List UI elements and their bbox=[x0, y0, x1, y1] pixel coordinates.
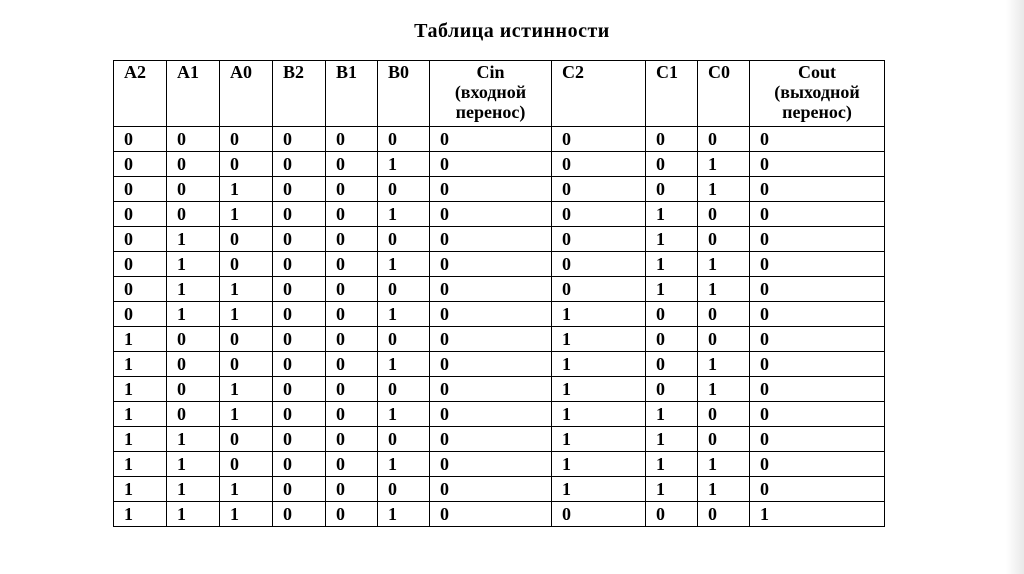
table-cell: 1 bbox=[378, 452, 430, 477]
table-cell: 0 bbox=[698, 302, 750, 327]
table-cell: 0 bbox=[750, 377, 885, 402]
table-cell: 1 bbox=[552, 477, 646, 502]
table-cell: 0 bbox=[750, 227, 885, 252]
table-cell: 0 bbox=[430, 327, 552, 352]
table-cell: 0 bbox=[114, 152, 167, 177]
table-cell: 0 bbox=[326, 427, 378, 452]
table-cell: 1 bbox=[378, 502, 430, 527]
table-cell: 1 bbox=[220, 502, 273, 527]
table-cell: 0 bbox=[114, 302, 167, 327]
table-cell: 1 bbox=[378, 202, 430, 227]
column-header-line: C0 bbox=[708, 62, 730, 82]
table-cell: 1 bbox=[552, 352, 646, 377]
column-header bbox=[698, 61, 750, 127]
table-cell: 1 bbox=[552, 427, 646, 452]
table-cell: 0 bbox=[326, 252, 378, 277]
truth-table bbox=[113, 60, 885, 527]
column-header bbox=[273, 61, 326, 127]
table-cell: 0 bbox=[273, 452, 326, 477]
table-cell: 0 bbox=[273, 277, 326, 302]
table-cell: 0 bbox=[220, 152, 273, 177]
table-cell: 0 bbox=[750, 252, 885, 277]
table-cell: 1 bbox=[114, 502, 167, 527]
table-cell: 0 bbox=[326, 477, 378, 502]
table-cell: 1 bbox=[220, 377, 273, 402]
table-cell: 0 bbox=[750, 402, 885, 427]
column-header-line: A1 bbox=[177, 62, 199, 82]
column-header bbox=[430, 61, 552, 127]
table-cell: 0 bbox=[750, 152, 885, 177]
table-cell: 0 bbox=[430, 452, 552, 477]
table-cell: 1 bbox=[552, 302, 646, 327]
table-cell: 0 bbox=[552, 177, 646, 202]
table-cell: 0 bbox=[326, 277, 378, 302]
column-header-line: B1 bbox=[336, 62, 358, 82]
table-cell: 1 bbox=[646, 477, 698, 502]
table-cell: 0 bbox=[430, 377, 552, 402]
table-cell: 1 bbox=[378, 352, 430, 377]
table-cell: 0 bbox=[750, 427, 885, 452]
table-cell: 0 bbox=[167, 402, 220, 427]
column-header-line: Cin bbox=[476, 62, 505, 82]
table-cell: 0 bbox=[646, 127, 698, 152]
table-cell: 0 bbox=[378, 377, 430, 402]
table-cell: 0 bbox=[378, 277, 430, 302]
table-cell: 0 bbox=[646, 177, 698, 202]
table-cell: 0 bbox=[552, 127, 646, 152]
table-cell: 0 bbox=[273, 177, 326, 202]
table-row bbox=[114, 327, 885, 352]
table-cell: 0 bbox=[430, 202, 552, 227]
table-cell: 0 bbox=[750, 177, 885, 202]
table-cell: 0 bbox=[326, 327, 378, 352]
table-cell: 1 bbox=[698, 152, 750, 177]
table-cell: 0 bbox=[698, 127, 750, 152]
table-cell: 0 bbox=[750, 327, 885, 352]
table-cell: 0 bbox=[430, 177, 552, 202]
table-cell: 0 bbox=[326, 502, 378, 527]
table-cell: 0 bbox=[750, 127, 885, 152]
table-cell: 1 bbox=[114, 327, 167, 352]
table-cell: 1 bbox=[114, 452, 167, 477]
column-header-line: A0 bbox=[230, 62, 252, 82]
table-cell: 1 bbox=[114, 477, 167, 502]
table-cell: 1 bbox=[552, 377, 646, 402]
table-cell: 0 bbox=[326, 127, 378, 152]
table-cell: 1 bbox=[167, 427, 220, 452]
table-cell: 1 bbox=[114, 352, 167, 377]
table-cell: 1 bbox=[167, 302, 220, 327]
table-cell: 1 bbox=[167, 227, 220, 252]
table-cell: 0 bbox=[698, 502, 750, 527]
table-cell: 1 bbox=[378, 252, 430, 277]
table-cell: 0 bbox=[273, 227, 326, 252]
table-row bbox=[114, 302, 885, 327]
column-header bbox=[378, 61, 430, 127]
table-cell: 0 bbox=[430, 302, 552, 327]
table-cell: 0 bbox=[273, 427, 326, 452]
table-cell: 0 bbox=[273, 377, 326, 402]
table-cell: 1 bbox=[698, 452, 750, 477]
table-cell: 0 bbox=[430, 277, 552, 302]
column-header bbox=[167, 61, 220, 127]
table-cell: 0 bbox=[552, 252, 646, 277]
table-cell: 0 bbox=[698, 227, 750, 252]
table-cell: 0 bbox=[750, 352, 885, 377]
table-cell: 1 bbox=[698, 277, 750, 302]
table-cell: 0 bbox=[220, 352, 273, 377]
table-cell: 0 bbox=[552, 277, 646, 302]
table-cell: 0 bbox=[698, 427, 750, 452]
table-row bbox=[114, 177, 885, 202]
table-cell: 0 bbox=[114, 277, 167, 302]
table-cell: 0 bbox=[646, 152, 698, 177]
table-row bbox=[114, 477, 885, 502]
table-cell: 1 bbox=[646, 452, 698, 477]
table-cell: 0 bbox=[220, 327, 273, 352]
table-cell: 1 bbox=[646, 202, 698, 227]
table-cell: 0 bbox=[326, 377, 378, 402]
table-row bbox=[114, 352, 885, 377]
table-cell: 0 bbox=[646, 327, 698, 352]
table-cell: 1 bbox=[114, 402, 167, 427]
column-header-line: C1 bbox=[656, 62, 678, 82]
table-cell: 0 bbox=[430, 477, 552, 502]
table-cell: 1 bbox=[220, 302, 273, 327]
table-cell: 0 bbox=[378, 177, 430, 202]
table-cell: 0 bbox=[114, 227, 167, 252]
table-cell: 0 bbox=[273, 252, 326, 277]
column-header-line: C2 bbox=[562, 62, 584, 82]
table-cell: 0 bbox=[273, 327, 326, 352]
table-row bbox=[114, 402, 885, 427]
table-cell: 0 bbox=[646, 502, 698, 527]
table-cell: 0 bbox=[430, 427, 552, 452]
table-cell: 0 bbox=[273, 352, 326, 377]
column-header bbox=[220, 61, 273, 127]
table-cell: 1 bbox=[167, 277, 220, 302]
table-cell: 0 bbox=[326, 352, 378, 377]
table-cell: 0 bbox=[430, 152, 552, 177]
column-header-line: (выходной bbox=[774, 82, 860, 102]
table-cell: 0 bbox=[167, 202, 220, 227]
table-row bbox=[114, 502, 885, 527]
table-cell: 0 bbox=[430, 227, 552, 252]
column-header-line: перенос) bbox=[455, 102, 526, 122]
table-cell: 1 bbox=[378, 302, 430, 327]
table-cell: 0 bbox=[552, 227, 646, 252]
table-cell: 0 bbox=[326, 302, 378, 327]
table-body bbox=[114, 127, 885, 527]
table-cell: 0 bbox=[273, 202, 326, 227]
table-cell: 0 bbox=[378, 227, 430, 252]
table-cell: 0 bbox=[326, 227, 378, 252]
table-cell: 1 bbox=[698, 377, 750, 402]
table-cell: 0 bbox=[114, 127, 167, 152]
page-title: Таблица истинности bbox=[414, 20, 610, 42]
table-cell: 0 bbox=[430, 352, 552, 377]
table-row bbox=[114, 427, 885, 452]
table-cell: 1 bbox=[552, 452, 646, 477]
table-cell: 1 bbox=[220, 477, 273, 502]
table-cell: 0 bbox=[273, 502, 326, 527]
table-row bbox=[114, 277, 885, 302]
table-cell: 0 bbox=[167, 152, 220, 177]
column-header-line: B2 bbox=[283, 62, 305, 82]
column-header bbox=[750, 61, 885, 127]
table-cell: 1 bbox=[220, 402, 273, 427]
column-header bbox=[326, 61, 378, 127]
table-cell: 0 bbox=[114, 252, 167, 277]
table-cell: 1 bbox=[167, 477, 220, 502]
column-header bbox=[646, 61, 698, 127]
column-header-line: (входной bbox=[454, 82, 527, 102]
table-cell: 1 bbox=[698, 477, 750, 502]
table-cell: 0 bbox=[167, 127, 220, 152]
table-cell: 0 bbox=[698, 402, 750, 427]
table-cell: 1 bbox=[698, 177, 750, 202]
table-row bbox=[114, 377, 885, 402]
table-cell: 0 bbox=[430, 252, 552, 277]
table-cell: 0 bbox=[646, 302, 698, 327]
table-cell: 0 bbox=[167, 377, 220, 402]
table-cell: 0 bbox=[220, 452, 273, 477]
table-cell: 0 bbox=[378, 327, 430, 352]
column-header-line: перенос) bbox=[782, 102, 852, 122]
column-header-line: Cout bbox=[797, 62, 836, 82]
table-cell: 1 bbox=[114, 427, 167, 452]
column-header bbox=[114, 61, 167, 127]
table-cell: 0 bbox=[273, 152, 326, 177]
table-cell: 0 bbox=[273, 402, 326, 427]
table-cell: 0 bbox=[220, 227, 273, 252]
table-cell: 1 bbox=[220, 177, 273, 202]
table-cell: 0 bbox=[114, 177, 167, 202]
table-cell: 0 bbox=[273, 302, 326, 327]
table-cell: 0 bbox=[326, 452, 378, 477]
table-cell: 1 bbox=[552, 327, 646, 352]
table-cell: 0 bbox=[750, 477, 885, 502]
table-cell: 0 bbox=[750, 302, 885, 327]
column-header-line: B0 bbox=[388, 62, 410, 82]
table-cell: 0 bbox=[750, 277, 885, 302]
table-cell: 1 bbox=[646, 277, 698, 302]
table-row bbox=[114, 127, 885, 152]
table-cell: 0 bbox=[430, 502, 552, 527]
table-cell: 1 bbox=[114, 377, 167, 402]
table-cell: 0 bbox=[378, 427, 430, 452]
table-row bbox=[114, 152, 885, 177]
table-cell: 0 bbox=[698, 202, 750, 227]
table-cell: 0 bbox=[326, 177, 378, 202]
table-cell: 1 bbox=[220, 277, 273, 302]
table-cell: 1 bbox=[646, 252, 698, 277]
table-cell: 0 bbox=[326, 152, 378, 177]
table-cell: 0 bbox=[167, 177, 220, 202]
table-cell: 1 bbox=[698, 352, 750, 377]
table-cell: 0 bbox=[430, 127, 552, 152]
table-cell: 0 bbox=[646, 377, 698, 402]
table-cell: 0 bbox=[220, 127, 273, 152]
column-header bbox=[552, 61, 646, 127]
table-cell: 0 bbox=[273, 477, 326, 502]
header-row bbox=[114, 61, 885, 127]
table-cell: 1 bbox=[646, 427, 698, 452]
table-cell: 0 bbox=[220, 427, 273, 452]
table-cell: 0 bbox=[326, 402, 378, 427]
table-row bbox=[114, 252, 885, 277]
table-cell: 0 bbox=[167, 352, 220, 377]
table-row bbox=[114, 227, 885, 252]
table-cell: 1 bbox=[552, 402, 646, 427]
table-cell: 0 bbox=[430, 402, 552, 427]
table-cell: 0 bbox=[378, 127, 430, 152]
table-cell: 0 bbox=[552, 152, 646, 177]
table-cell: 0 bbox=[646, 352, 698, 377]
table-row bbox=[114, 202, 885, 227]
table-cell: 0 bbox=[114, 202, 167, 227]
table-cell: 0 bbox=[552, 202, 646, 227]
table-cell: 1 bbox=[167, 502, 220, 527]
table-cell: 0 bbox=[698, 327, 750, 352]
table-cell: 1 bbox=[750, 502, 885, 527]
table-cell: 1 bbox=[698, 252, 750, 277]
table-cell: 0 bbox=[326, 202, 378, 227]
table-cell: 1 bbox=[378, 402, 430, 427]
table-cell: 1 bbox=[167, 252, 220, 277]
table-cell: 0 bbox=[378, 477, 430, 502]
table-cell: 1 bbox=[646, 227, 698, 252]
table-cell: 1 bbox=[646, 402, 698, 427]
table-row bbox=[114, 452, 885, 477]
table-cell: 0 bbox=[273, 127, 326, 152]
table-cell: 0 bbox=[552, 502, 646, 527]
page-edge-shade bbox=[1006, 0, 1024, 574]
table-cell: 1 bbox=[378, 152, 430, 177]
table-cell: 0 bbox=[167, 327, 220, 352]
table-cell: 1 bbox=[220, 202, 273, 227]
table-cell: 0 bbox=[750, 452, 885, 477]
column-header-line: A2 bbox=[124, 62, 146, 82]
table-cell: 1 bbox=[167, 452, 220, 477]
table-cell: 0 bbox=[220, 252, 273, 277]
table-cell: 0 bbox=[750, 202, 885, 227]
